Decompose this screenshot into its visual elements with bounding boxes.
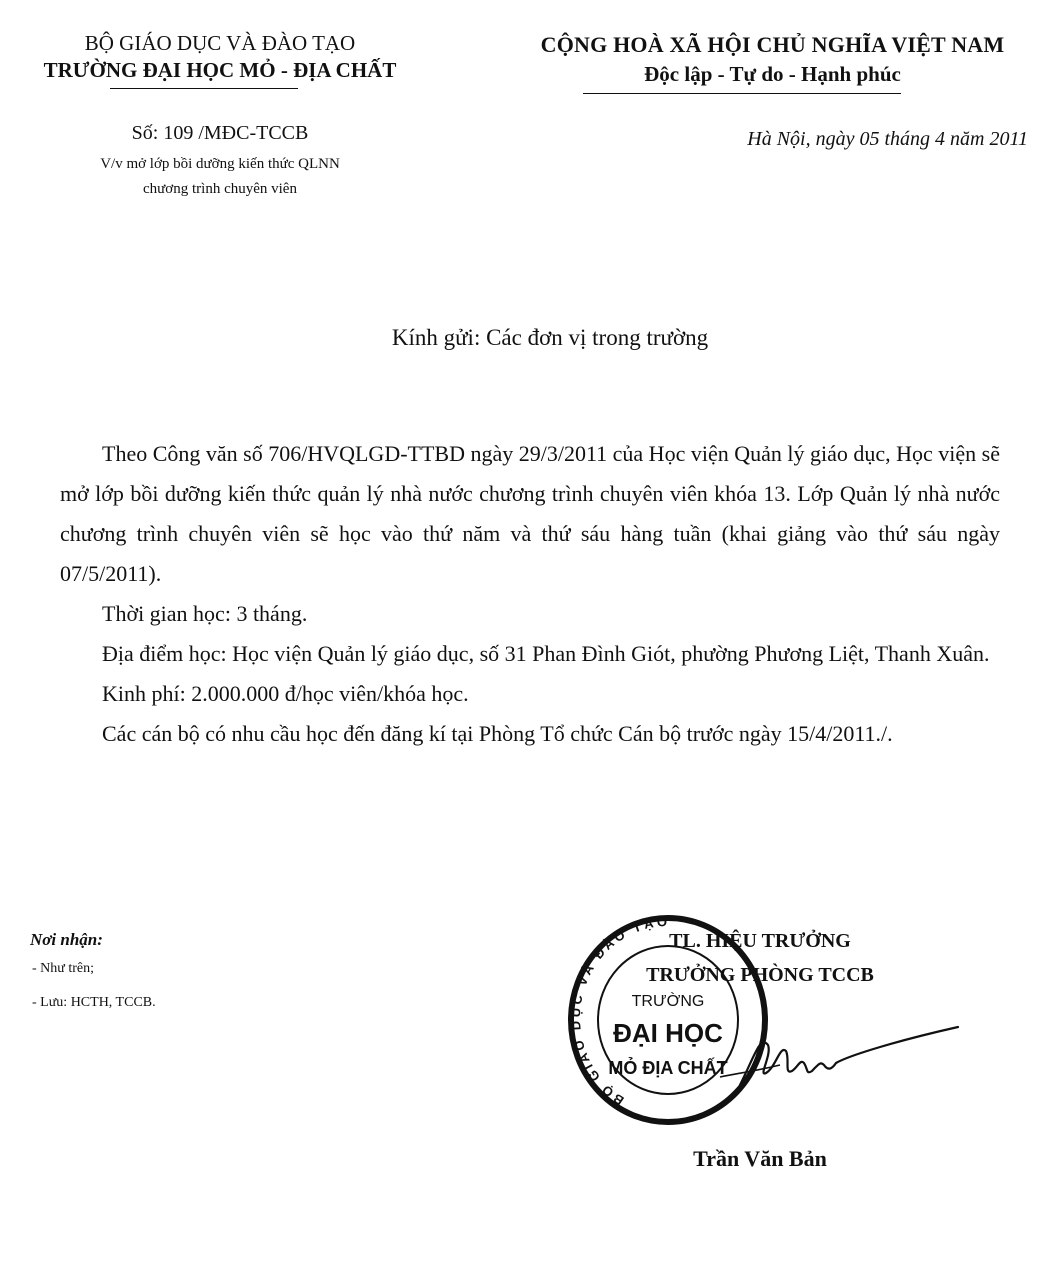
seal-line-1: TRƯỜNG	[631, 993, 705, 1010]
distribution-item: - Lưu: HCTH, TCCB.	[32, 995, 156, 1010]
university-name: TRƯỜNG ĐẠI HỌC MỎ - ĐỊA CHẤT	[43, 58, 397, 82]
recipient-line: Kính gửi: Các đơn vị trong trường	[391, 325, 709, 350]
subject-line-1: V/v mở lớp bồi dưỡng kiến thức QLNN	[100, 156, 340, 172]
seal-ring-text: BỘ GIÁO DỤC VÀ ĐÀO TẠO	[568, 914, 671, 1109]
signer-authority: TL. HIỆU TRƯỞNG	[669, 930, 851, 952]
body-paragraph-5: Các cán bộ có nhu cầu học đến đăng kí tại Phòng Tổ chức Cán bộ trước ngày 15/4/2011./.	[102, 721, 893, 746]
body-paragraph-1: Theo Công văn số 706/HVQLGD-TTBD ngày 29/3/2011 của Học viện Quản lý giáo dục, Học viện sẽ mở lớp bồi dưỡng kiến thức quản lý nhà nước chương trình chuyên viên khóa 13. Lớp Quản lý nhà nước chương trình chuyên viên sẽ học vào thứ năm và thứ sáu hàng tuần (khai giảng vào thứ sáu ngày 07/5/2011).	[60, 441, 1000, 586]
subject-line-2: chương trình chuyên viên	[143, 181, 297, 197]
distribution-item: - Như trên;	[32, 961, 95, 976]
place-date: Hà Nội, ngày 05 tháng 4 năm 2011	[747, 128, 1028, 150]
national-header	[500, 30, 1041, 88]
body-paragraph-2: Thời gian học: 3 tháng.	[102, 601, 308, 626]
national-motto: Độc lập - Tự do - Hạnh phúc	[644, 62, 901, 86]
document-number: Số: 109 /MĐC-TCCB	[131, 122, 309, 144]
handwritten-signature	[700, 1015, 960, 1095]
distribution-title: Nơi nhận:	[30, 930, 103, 949]
distribution-list	[30, 928, 350, 1020]
body-paragraph-3: Địa điểm học: Học viện Quản lý giáo dục, số 31 Phan Đình Giót, phường Phương Liệt, Thanh Xuân.	[102, 641, 990, 666]
issuer-header	[0, 30, 440, 84]
signer-title: TRƯỞNG PHÒNG TCCB	[646, 964, 874, 986]
svg-text:BỘ GIÁO DỤC VÀ ĐÀO TẠO	[568, 914, 670, 1108]
signer-name: Trần Văn Bản	[693, 1146, 827, 1171]
motto-underline	[583, 93, 901, 94]
document-subject	[20, 152, 420, 202]
body-paragraph-4: Kinh phí: 2.000.000 đ/học viên/khóa học.	[102, 681, 469, 706]
issuer-underline	[110, 88, 298, 89]
letter-body	[60, 434, 1000, 754]
ministry-name: BỘ GIÁO DỤC VÀ ĐÀO TẠO	[84, 31, 356, 55]
nation-name: CỘNG HOÀ XÃ HỘI CHỦ NGHĨA VIỆT NAM	[540, 32, 1005, 57]
seal-line-2: ĐẠI HỌC	[613, 1018, 723, 1048]
seal-line-3: MỎ ĐỊA CHẤT	[608, 1058, 728, 1078]
